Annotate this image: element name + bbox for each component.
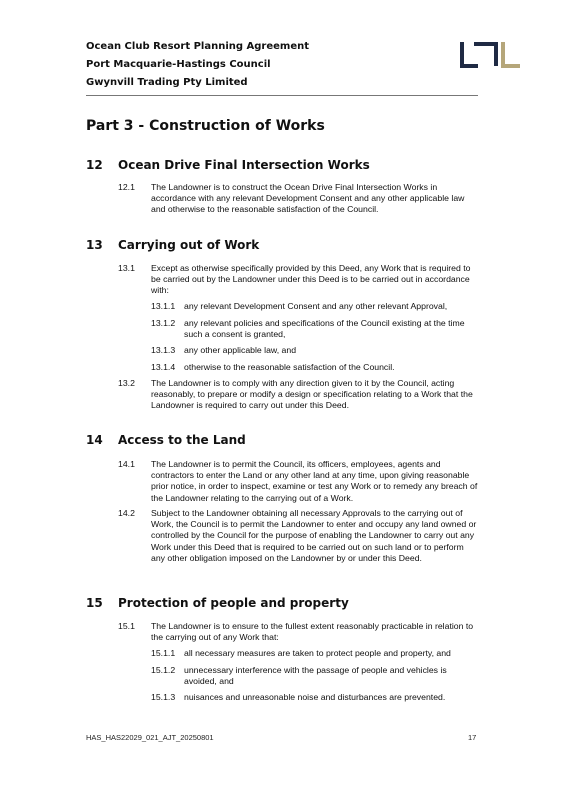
- clause-number: 15.1.3: [151, 692, 176, 702]
- clause-number: 12.1: [118, 182, 135, 192]
- header-council-name: Port Macquarie-Hastings Council: [86, 59, 271, 70]
- clause-text: The Landowner is to construct the Ocean Drive Final Intersection Works in accordance with any relevant Development Consent and any other applicable law and otherwise to the reasonable satisfaction of the Council.: [151, 182, 465, 215]
- part-title: Part 3 - Construction of Works: [86, 118, 325, 134]
- clause-number: 15.1.1: [151, 648, 176, 658]
- header-divider: [86, 95, 478, 96]
- clause-text: otherwise to the reasonable satisfaction of the Council.: [184, 362, 395, 372]
- clause-text: any relevant policies and specifications of the Council existing at the time such a consent is granted,: [184, 318, 465, 340]
- clause-text: all necessary measures are taken to protect people and property, and: [184, 648, 451, 658]
- firm-logo-icon: [460, 42, 522, 68]
- clause-number: 13.1.3: [151, 345, 176, 355]
- clause-text: any other applicable law, and: [184, 345, 297, 355]
- clause-number: 14.2: [118, 508, 135, 518]
- clause-text: any relevant Development Consent and any other relevant Approval,: [184, 301, 448, 311]
- clause-text: The Landowner is to permit the Council, its officers, employees, agents and contractors to enter the Land or any other land at any time, upon giving reasonable prior notice, in order to inspect, examine or test any Work or to remedy any breach of the Landowner relating to the carrying out of a Work.: [151, 459, 478, 503]
- section-number: 13: [86, 238, 103, 252]
- clause-number: 13.1: [118, 263, 135, 273]
- section-number: 12: [86, 158, 103, 172]
- clause-number: 13.1.2: [151, 318, 176, 328]
- document-header: [86, 38, 309, 92]
- clause-number: 13.1.1: [151, 301, 176, 311]
- clause-number: 14.1: [118, 459, 135, 469]
- clause-text: The Landowner is to comply with any direction given to it by the Council, acting reasonably, to prepare or modify a design or specification relating to a Work that the Landowner is required to carry out under this Deed.: [151, 378, 473, 411]
- section-title: Protection of people and property: [118, 596, 349, 610]
- section-title: Access to the Land: [118, 433, 246, 447]
- section-number: 15: [86, 596, 103, 610]
- footer-doc-ref: HAS_HAS22029_021_AJT_20250801: [86, 733, 214, 742]
- section-title: Carrying out of Work: [118, 238, 260, 252]
- clause-text: The Landowner is to ensure to the fullest extent reasonably practicable in relation to the carrying out of any Work that:: [151, 621, 474, 643]
- clause-text: nuisances and unreasonable noise and disturbances are prevented.: [184, 692, 446, 702]
- header-party-name: Gwynvill Trading Pty Limited: [86, 77, 248, 88]
- clause-text: Subject to the Landowner obtaining all necessary Approvals to the carrying out of Work, the Council is to permit the Landowner to enter and occupy any land owned or controlled by the Council for the purpose of enabling the Landowner to carry out any Work under this Deed that is required to be carried out on such land or to perform any other obligation imposed on the Landowner by or under this Deed.: [151, 508, 477, 563]
- section-number: 14: [86, 433, 103, 447]
- footer-page-number: 17: [468, 733, 477, 742]
- clause-number: 13.1.4: [151, 362, 176, 372]
- section-title: Ocean Drive Final Intersection Works: [118, 158, 370, 172]
- clause-text: unnecessary interference with the passage of people and vehicles is avoided, and: [184, 665, 447, 687]
- clause-number: 15.1: [118, 621, 135, 631]
- clause-number: 13.2: [118, 378, 135, 388]
- clause-text: Except as otherwise specifically provided by this Deed, any Work that is required to be carried out by the Landowner under this Deed is to be carried out in accordance with:: [151, 263, 471, 296]
- clause-number: 15.1.2: [151, 665, 176, 675]
- header-agreement-title: Ocean Club Resort Planning Agreement: [86, 41, 310, 52]
